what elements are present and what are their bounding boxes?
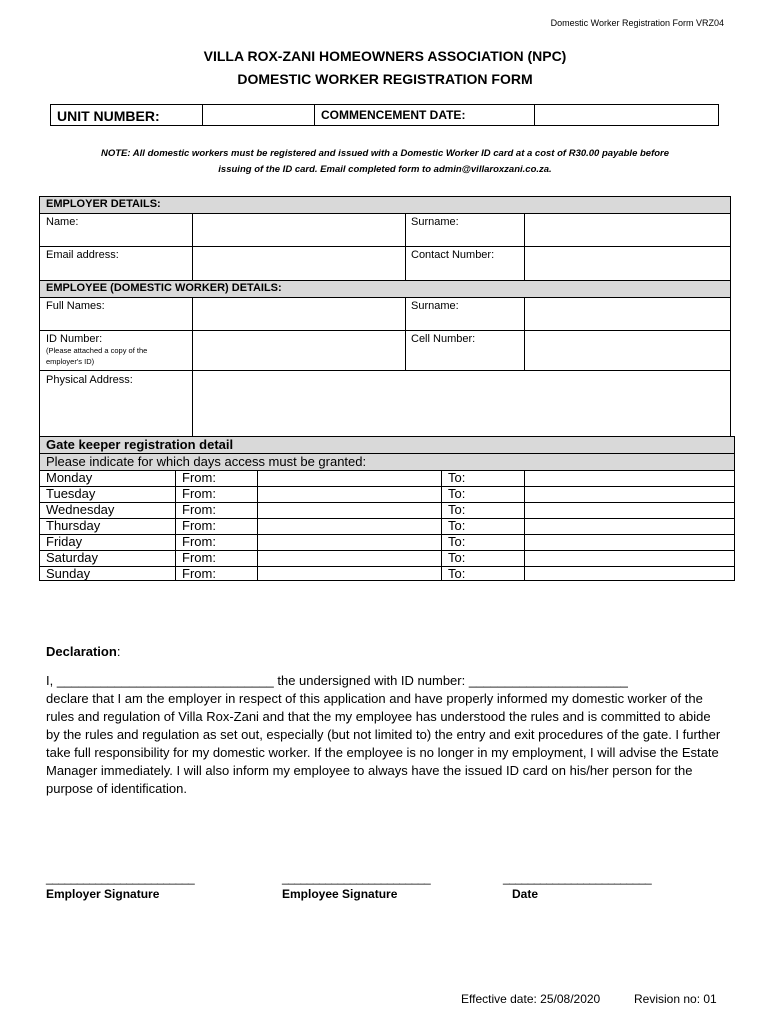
- employer-email-input[interactable]: [193, 246, 405, 280]
- unit-table: [50, 104, 719, 126]
- gate-from-input[interactable]: [258, 470, 441, 486]
- gate-from-label: From:: [182, 470, 216, 485]
- gate-day-row: [40, 502, 734, 518]
- employer-signature-label: Employer Signature: [46, 887, 160, 901]
- form-code: Domestic Worker Registration Form VRZ04: [550, 18, 724, 28]
- gate-day-row: [40, 534, 734, 550]
- gate-from-input[interactable]: [258, 502, 441, 518]
- details-table: [39, 196, 731, 440]
- gate-day-label: Wednesday: [46, 502, 115, 517]
- employer-name-label: Name:: [46, 216, 79, 228]
- employee-cell-input[interactable]: [524, 330, 730, 370]
- gate-from-input[interactable]: [258, 518, 441, 534]
- employee-signature-label: Employee Signature: [282, 887, 398, 901]
- note-line-2: issuing of the ID card. Email completed form to admin@villaroxzani.co.za.: [218, 164, 552, 175]
- gate-from-input[interactable]: [258, 486, 441, 502]
- gate-table: [39, 436, 735, 581]
- gate-to-label: To:: [448, 470, 466, 485]
- declaration-line-1[interactable]: I, ______________________________ the undersigned with ID number: ______________________: [46, 673, 628, 688]
- unit-number-label: UNIT NUMBER:: [51, 105, 203, 125]
- gate-to-label: To:: [448, 534, 466, 549]
- employee-heading: EMPLOYEE (DOMESTIC WORKER) DETAILS:: [40, 281, 730, 297]
- employer-signature-line[interactable]: ________________________: [46, 871, 195, 885]
- date-signature-line[interactable]: ________________________: [503, 871, 652, 885]
- commencement-date-input[interactable]: [535, 105, 718, 125]
- gate-from-label: From:: [182, 550, 216, 565]
- date-label: Date: [512, 887, 539, 901]
- employer-surname-input[interactable]: [524, 213, 730, 246]
- employer-surname-label: Surname:: [411, 216, 459, 228]
- employer-contact-label: Contact Number:: [411, 249, 495, 261]
- gate-to-input[interactable]: [525, 470, 734, 486]
- gate-day-row: [40, 470, 734, 486]
- gate-from-input[interactable]: [258, 550, 441, 566]
- effective-date: Effective date: 25/08/2020: [461, 992, 601, 1006]
- gate-to-input[interactable]: [525, 566, 734, 582]
- gate-day-label: Monday: [46, 470, 93, 485]
- gate-day-label: Saturday: [46, 550, 99, 565]
- revision-number: Revision no: 01: [634, 992, 717, 1006]
- gate-day-row: [40, 518, 734, 534]
- employer-contact-input[interactable]: [524, 246, 730, 280]
- note-line-1: NOTE: All domestic workers must be registered and issued with a Domestic Worker ID card at a cost of R30.00 payable before: [100, 148, 670, 159]
- gate-to-label: To:: [448, 486, 466, 501]
- gate-day-row: [40, 566, 734, 582]
- declaration-colon: :: [116, 644, 121, 659]
- declaration-body: declare that I am the employer in respect of this application and have properly informed my domestic worker of the rules and regulation of Villa Rox-Zani and that the my employee has understood the rules and is committed to abide by the rules and regulation as set out, especially (but not limited to) the entry and exit procedures of the gate. I further take full responsibility for my domestic worker. If the employee is no longer in my employment, I will advise the Estate Manager immediately. I will also inform my employee to always have the issued ID card on his/her person for the purpose of identification.: [46, 691, 721, 796]
- gate-from-label: From:: [182, 518, 216, 533]
- commencement-date-label: COMMENCEMENT DATE:: [315, 105, 535, 125]
- declaration-title-wrap: [46, 644, 120, 659]
- gate-instruction: Please indicate for which days access must be granted:: [40, 454, 734, 470]
- employee-id-cell: [40, 331, 193, 369]
- employee-surname-label: Surname:: [411, 300, 459, 312]
- declaration-text: [46, 672, 726, 798]
- employee-fullnames-label: Full Names:: [46, 300, 105, 312]
- employee-fullnames-input[interactable]: [193, 297, 405, 330]
- gate-to-input[interactable]: [525, 550, 734, 566]
- employee-id-note-2: employer's ID): [46, 357, 95, 366]
- gate-day-label: Thursday: [46, 518, 101, 533]
- gate-to-input[interactable]: [525, 534, 734, 550]
- employee-surname-input[interactable]: [524, 297, 730, 330]
- gate-day-row: [40, 550, 734, 566]
- unit-number-input[interactable]: [203, 105, 315, 125]
- gate-from-input[interactable]: [258, 534, 441, 550]
- gate-day-label: Sunday: [46, 566, 91, 581]
- gate-to-label: To:: [448, 502, 466, 517]
- employee-cell-label: Cell Number:: [411, 333, 476, 345]
- gate-heading: Gate keeper registration detail: [40, 437, 734, 453]
- gate-from-label: From:: [182, 502, 216, 517]
- gate-from-input[interactable]: [258, 566, 441, 582]
- gate-day-label: Tuesday: [46, 486, 96, 501]
- gate-to-input[interactable]: [525, 518, 734, 534]
- employee-id-note-1: (Please attached a copy of the: [46, 346, 148, 355]
- declaration-title: Declaration: [46, 644, 117, 659]
- gate-to-input[interactable]: [525, 486, 734, 502]
- gate-day-label: Friday: [46, 534, 83, 549]
- gate-to-label: To:: [448, 550, 466, 565]
- employer-heading: EMPLOYER DETAILS:: [40, 197, 730, 213]
- employee-id-input[interactable]: [193, 330, 405, 370]
- employee-signature-line[interactable]: ________________________: [282, 871, 431, 885]
- gate-from-label: From:: [182, 534, 216, 549]
- gate-from-label: From:: [182, 486, 216, 501]
- employer-name-input[interactable]: [193, 213, 405, 246]
- form-title: DOMESTIC WORKER REGISTRATION FORM: [237, 71, 533, 87]
- gate-to-input[interactable]: [525, 502, 734, 518]
- association-title: VILLA ROX-ZANI HOMEOWNERS ASSOCIATION (NPC): [203, 48, 567, 64]
- employee-id-label: ID Number:: [46, 333, 103, 345]
- gate-from-label: From:: [182, 566, 216, 581]
- gate-to-label: To:: [448, 566, 466, 581]
- employee-address-label: Physical Address:: [46, 374, 133, 386]
- registration-note: [40, 146, 730, 178]
- employer-email-label: Email address:: [46, 249, 119, 261]
- gate-to-label: To:: [448, 518, 466, 533]
- gate-day-row: [40, 486, 734, 502]
- employee-address-input[interactable]: [193, 370, 730, 439]
